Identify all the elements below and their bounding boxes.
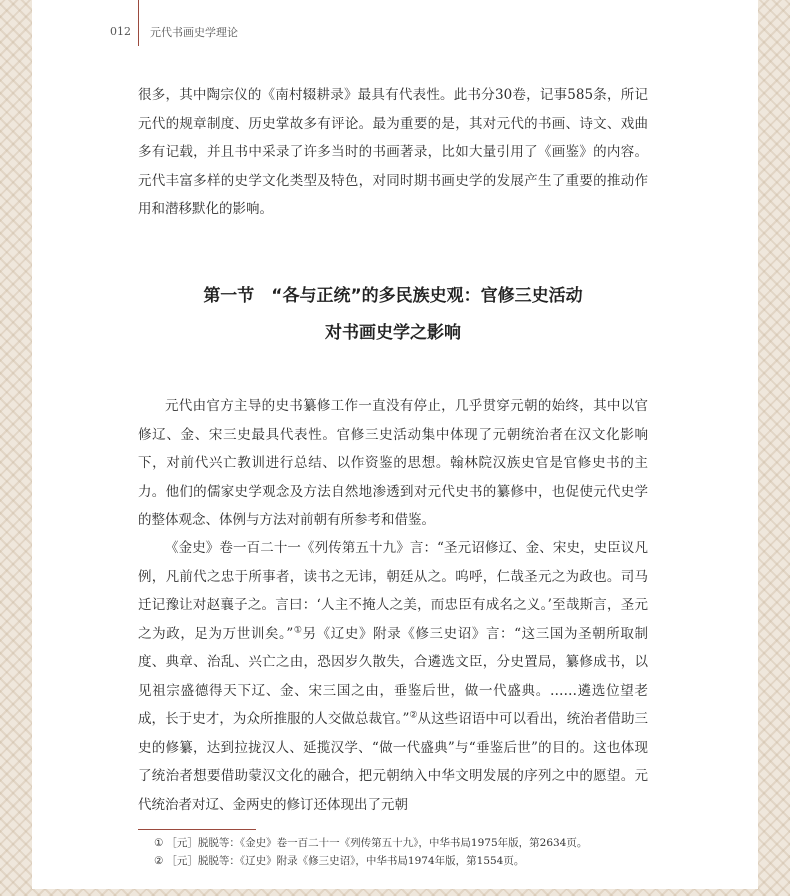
footnote-mark: ② — [154, 855, 164, 867]
quote-liaoshi: 另《辽史》附录《修三史诏》言：“这三国为圣朝所取制度、典章、治乱、兴亡之由，恐因岁久散失，合遴选文臣，分史置局，纂修成书，以见祖宗盛德得天下辽、金、宋三国之由，垂鉴后世，做一代盛典。……遴选位望老成，长于史才，为众所推服的人交做总裁官。” — [138, 625, 648, 727]
book-page — [32, 0, 758, 889]
quote-jinshi: 《金史》卷一百二十一《列传第五十九》言：“圣元诏修辽、金、宋史，史臣议凡例，凡前代之忠于所事者，读书之无讳，朝廷从之。呜呼，仁哉圣元之为政也。司马迁记豫让对赵襄子之。言曰：‘人主不掩人之美，而忠臣有成名之义。’至哉斯言，圣元之为政，足为万世训矣。” — [138, 540, 648, 642]
footnote-ref-2[interactable]: ② — [409, 710, 418, 721]
header-divider — [138, 0, 139, 46]
footnotes — [154, 834, 654, 870]
page-header — [32, 0, 758, 50]
footnote-ref-1[interactable]: ① — [293, 625, 303, 635]
footnote-divider — [138, 829, 256, 830]
section-title-line-2: 对书画史学之影响 — [325, 323, 461, 343]
footnote-text: ［元］脱脱等：《辽史》附录《修三史诏》，中华书局1974年版，第1554页。 — [166, 855, 525, 867]
body-paragraph-2 — [138, 534, 648, 819]
section-heading — [138, 278, 648, 352]
section-title-line-1: 第一节 “各与正统”的多民族史观：官修三史活动 — [203, 286, 583, 306]
body-paragraph-1: 元代由官方主导的史书纂修工作一直没有停止，几乎贯穿元朝的始终，其中以官修辽、金、宋三史最具代表性。官修三史活动集中体现了元朝统治者在汉文化影响下，对前代兴亡教训进行总结、以作资鉴的思想。翰林院汉族史官是官修史书的主力。他们的儒家史学观念及方法自然地渗透到对元代史书的纂修中，也促使元代史学的整体观念、体例与方法对前朝有所参考和借鉴。 — [138, 398, 648, 528]
footnote-2 — [154, 852, 654, 870]
footnote-1 — [154, 834, 654, 852]
running-title: 元代书画史学理论 — [150, 26, 238, 39]
footnote-mark: ① — [154, 837, 164, 849]
footnote-text: ［元］脱脱等：《金史》卷一百二十一《列传第五十九》，中华书局1975年版，第2634页。 — [166, 837, 588, 849]
intro-paragraph: 很多，其中陶宗仪的《南村辍耕录》最具有代表性。此书分30卷，记事585条，所记元代的规章制度、历史掌故多有评论。最为重要的是，其对元代的书画、诗文、戏曲多有记载，并且书中采录了许多当时的书画著录，比如大量引用了《画鉴》的内容。元代丰富多样的史学文化类型及特色，对同时期书画史学的发展产生了重要的推动作用和潜移默化的影响。 — [138, 87, 648, 217]
paragraph-continuation: 从这些诏语中可以看出，统治者借助三史的修纂，达到拉拢汉人、延揽汉学、“做一代盛典”与“垂鉴后世”的目的。这也体现了统治者想要借助蒙汉文化的融合，把元朝纳入中华文明发展的序列之中的愿望。元代统治者对辽、金两史的修订还体现出了元朝 — [138, 711, 649, 813]
page-number: 012 — [110, 25, 131, 38]
